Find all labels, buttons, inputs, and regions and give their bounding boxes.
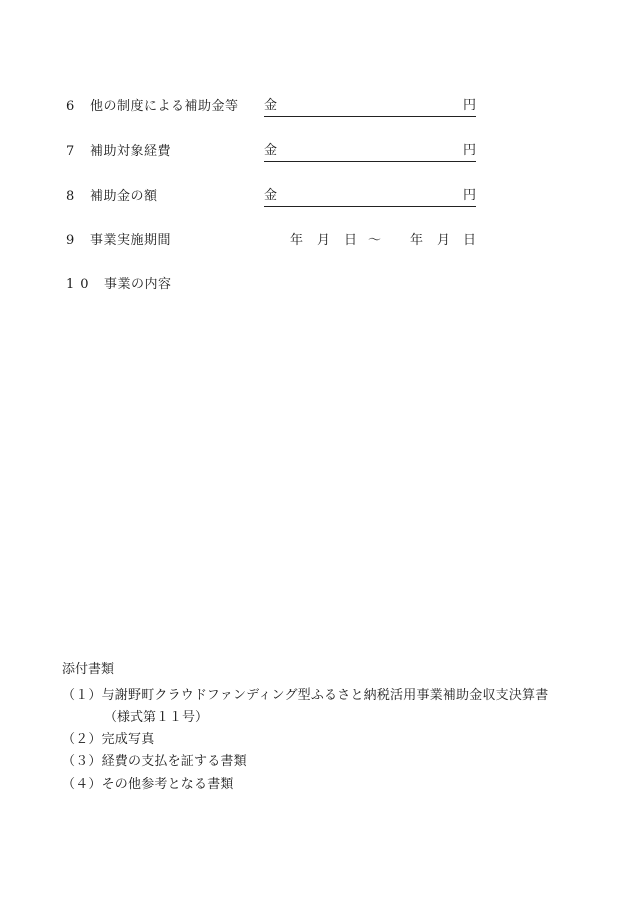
currency-unit: 円 (462, 143, 476, 158)
attachment-item-2: （２）完成写真 (62, 732, 155, 747)
start-month-unit: 月 (317, 233, 331, 248)
attachment-item-4: （４）その他参考となる書類 (62, 777, 234, 792)
end-day-unit: 日 (463, 233, 477, 248)
start-year-unit: 年 (290, 233, 304, 248)
currency-unit: 円 (462, 98, 476, 113)
amount-field[interactable] (264, 137, 476, 162)
currency-unit: 円 (462, 188, 476, 203)
item-number: 10 (66, 277, 95, 292)
currency-prefix: 金 (264, 143, 278, 158)
item-label: 事業の内容 (104, 277, 172, 292)
item-label: 補助金の額 (90, 189, 158, 204)
end-year-unit: 年 (410, 233, 424, 248)
item-number: 9 (66, 233, 79, 248)
period-tilde: ～ (368, 233, 382, 248)
item-label: 事業実施期間 (90, 233, 172, 248)
attachments-title: 添付書類 (62, 662, 115, 677)
start-day-unit: 日 (344, 233, 358, 248)
item-label: 他の制度による補助金等 (90, 99, 239, 114)
item-label: 補助対象経費 (90, 144, 172, 159)
amount-field[interactable] (264, 92, 476, 117)
item-number: 8 (66, 189, 79, 204)
currency-prefix: 金 (264, 188, 278, 203)
attachment-item-1-note: （様式第１１号） (104, 710, 209, 725)
attachment-item-1: （１）与謝野町クラウドファンディング型ふるさと納税活用事業補助金収支決算書 (62, 688, 549, 703)
attachment-item-3: （３）経費の支払を証する書類 (62, 754, 247, 769)
end-month-unit: 月 (437, 233, 451, 248)
item-number: 7 (66, 144, 79, 159)
item-number: 6 (66, 99, 79, 114)
period-field[interactable] (290, 231, 480, 251)
currency-prefix: 金 (264, 98, 278, 113)
amount-field[interactable] (264, 182, 476, 207)
